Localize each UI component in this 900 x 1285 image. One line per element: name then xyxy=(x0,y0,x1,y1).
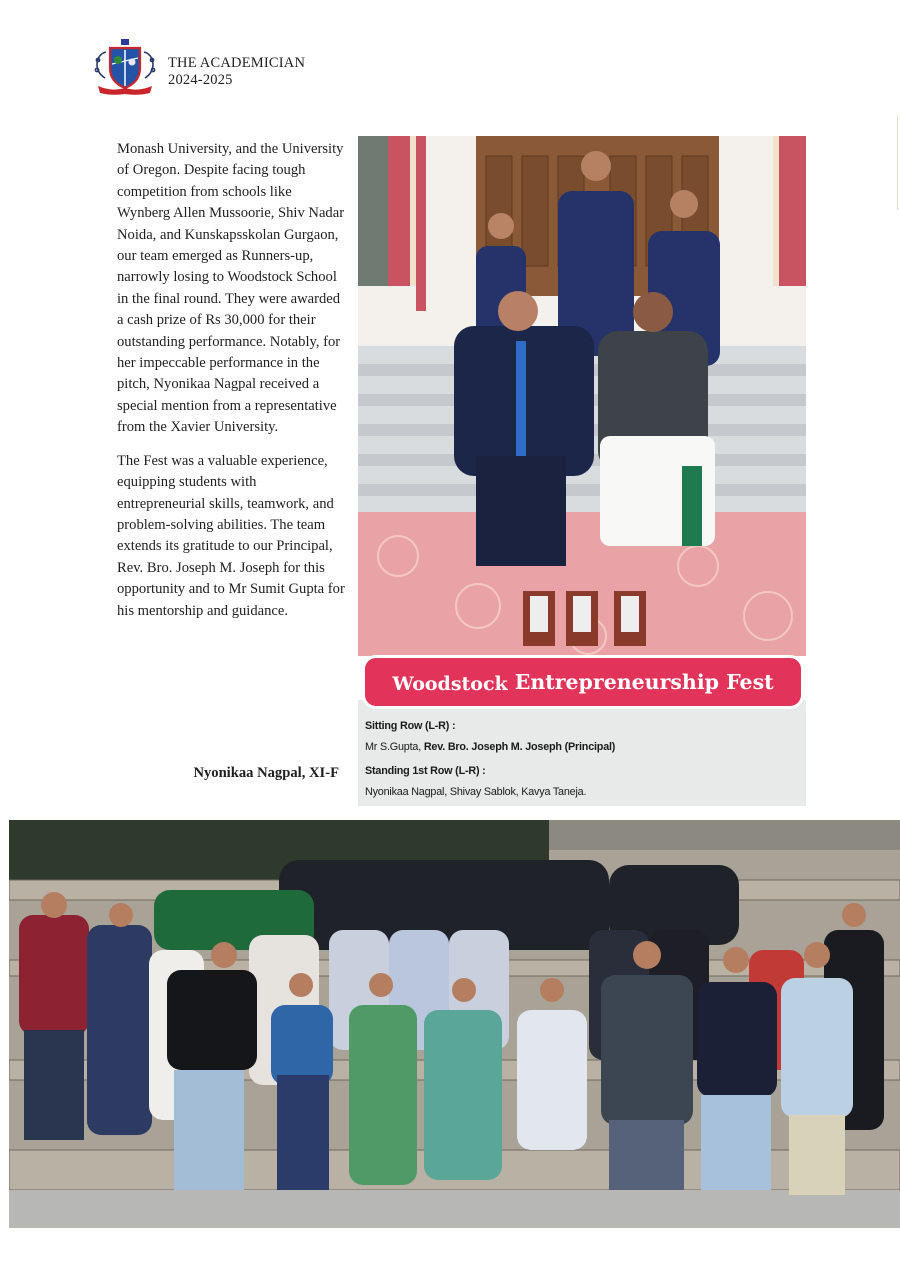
banner-title-woodstock: Woodstock xyxy=(392,673,508,695)
article-paragraph: The Fest was a valuable experience, equipping students with entrepreneurial skills, teamwork, and problem-solving abilities. The team extends its gratitude to our Principal, Rev. Bro. Joseph M. Joseph for this opportunity and to Mr Sumit Gupta for his mentorship and guidance. xyxy=(117,452,345,619)
group-photo xyxy=(9,820,900,1228)
banner-title-fest: Entrepreneurship Fest xyxy=(514,670,774,694)
event-title-banner xyxy=(362,655,804,709)
school-crest-logo xyxy=(92,38,158,96)
sitting-row-heading: Sitting Row (L-R) : xyxy=(365,720,456,732)
author-byline: Nyonikaa Nagpal, XI-F xyxy=(193,765,339,781)
sitting-row-label xyxy=(365,720,455,732)
masthead xyxy=(168,55,305,89)
standing-row-names: Nyonikaa Nagpal, Shivay Sablok, Kavya Taneja. xyxy=(365,786,587,798)
sitting-name-bold: Rev. Bro. Joseph M. Joseph (Principal) xyxy=(423,741,616,753)
page-edge-rule xyxy=(897,115,898,210)
publication-title: THE ACADEMICIAN xyxy=(168,55,306,71)
standing-row-heading: Standing 1st Row (L-R) : xyxy=(365,765,486,777)
team-award-photo xyxy=(358,136,806,656)
publication-year: 2024-2025 xyxy=(168,72,233,88)
sitting-row-names xyxy=(365,741,615,753)
article-paragraph: Monash University, and the University of Oregon. Despite facing tough competition from schools like Wynberg Allen Mussoorie, Shiv Nadar Noida, and Kunskapsskolan Gurgaon, our team emerged as Runners-up, narrowly losing to Woodstock School in the final round. They were awarded a cash prize of Rs 30,000 for their outstanding performance. Notably, for her impeccable performance in the pitch, Nyonikaa Nagpal received a special mention from a representative from the Xavier University. xyxy=(117,141,345,436)
article-body xyxy=(117,139,347,622)
standing-row-label xyxy=(365,765,486,777)
sitting-name-plain: Mr S.Gupta, xyxy=(365,741,424,753)
